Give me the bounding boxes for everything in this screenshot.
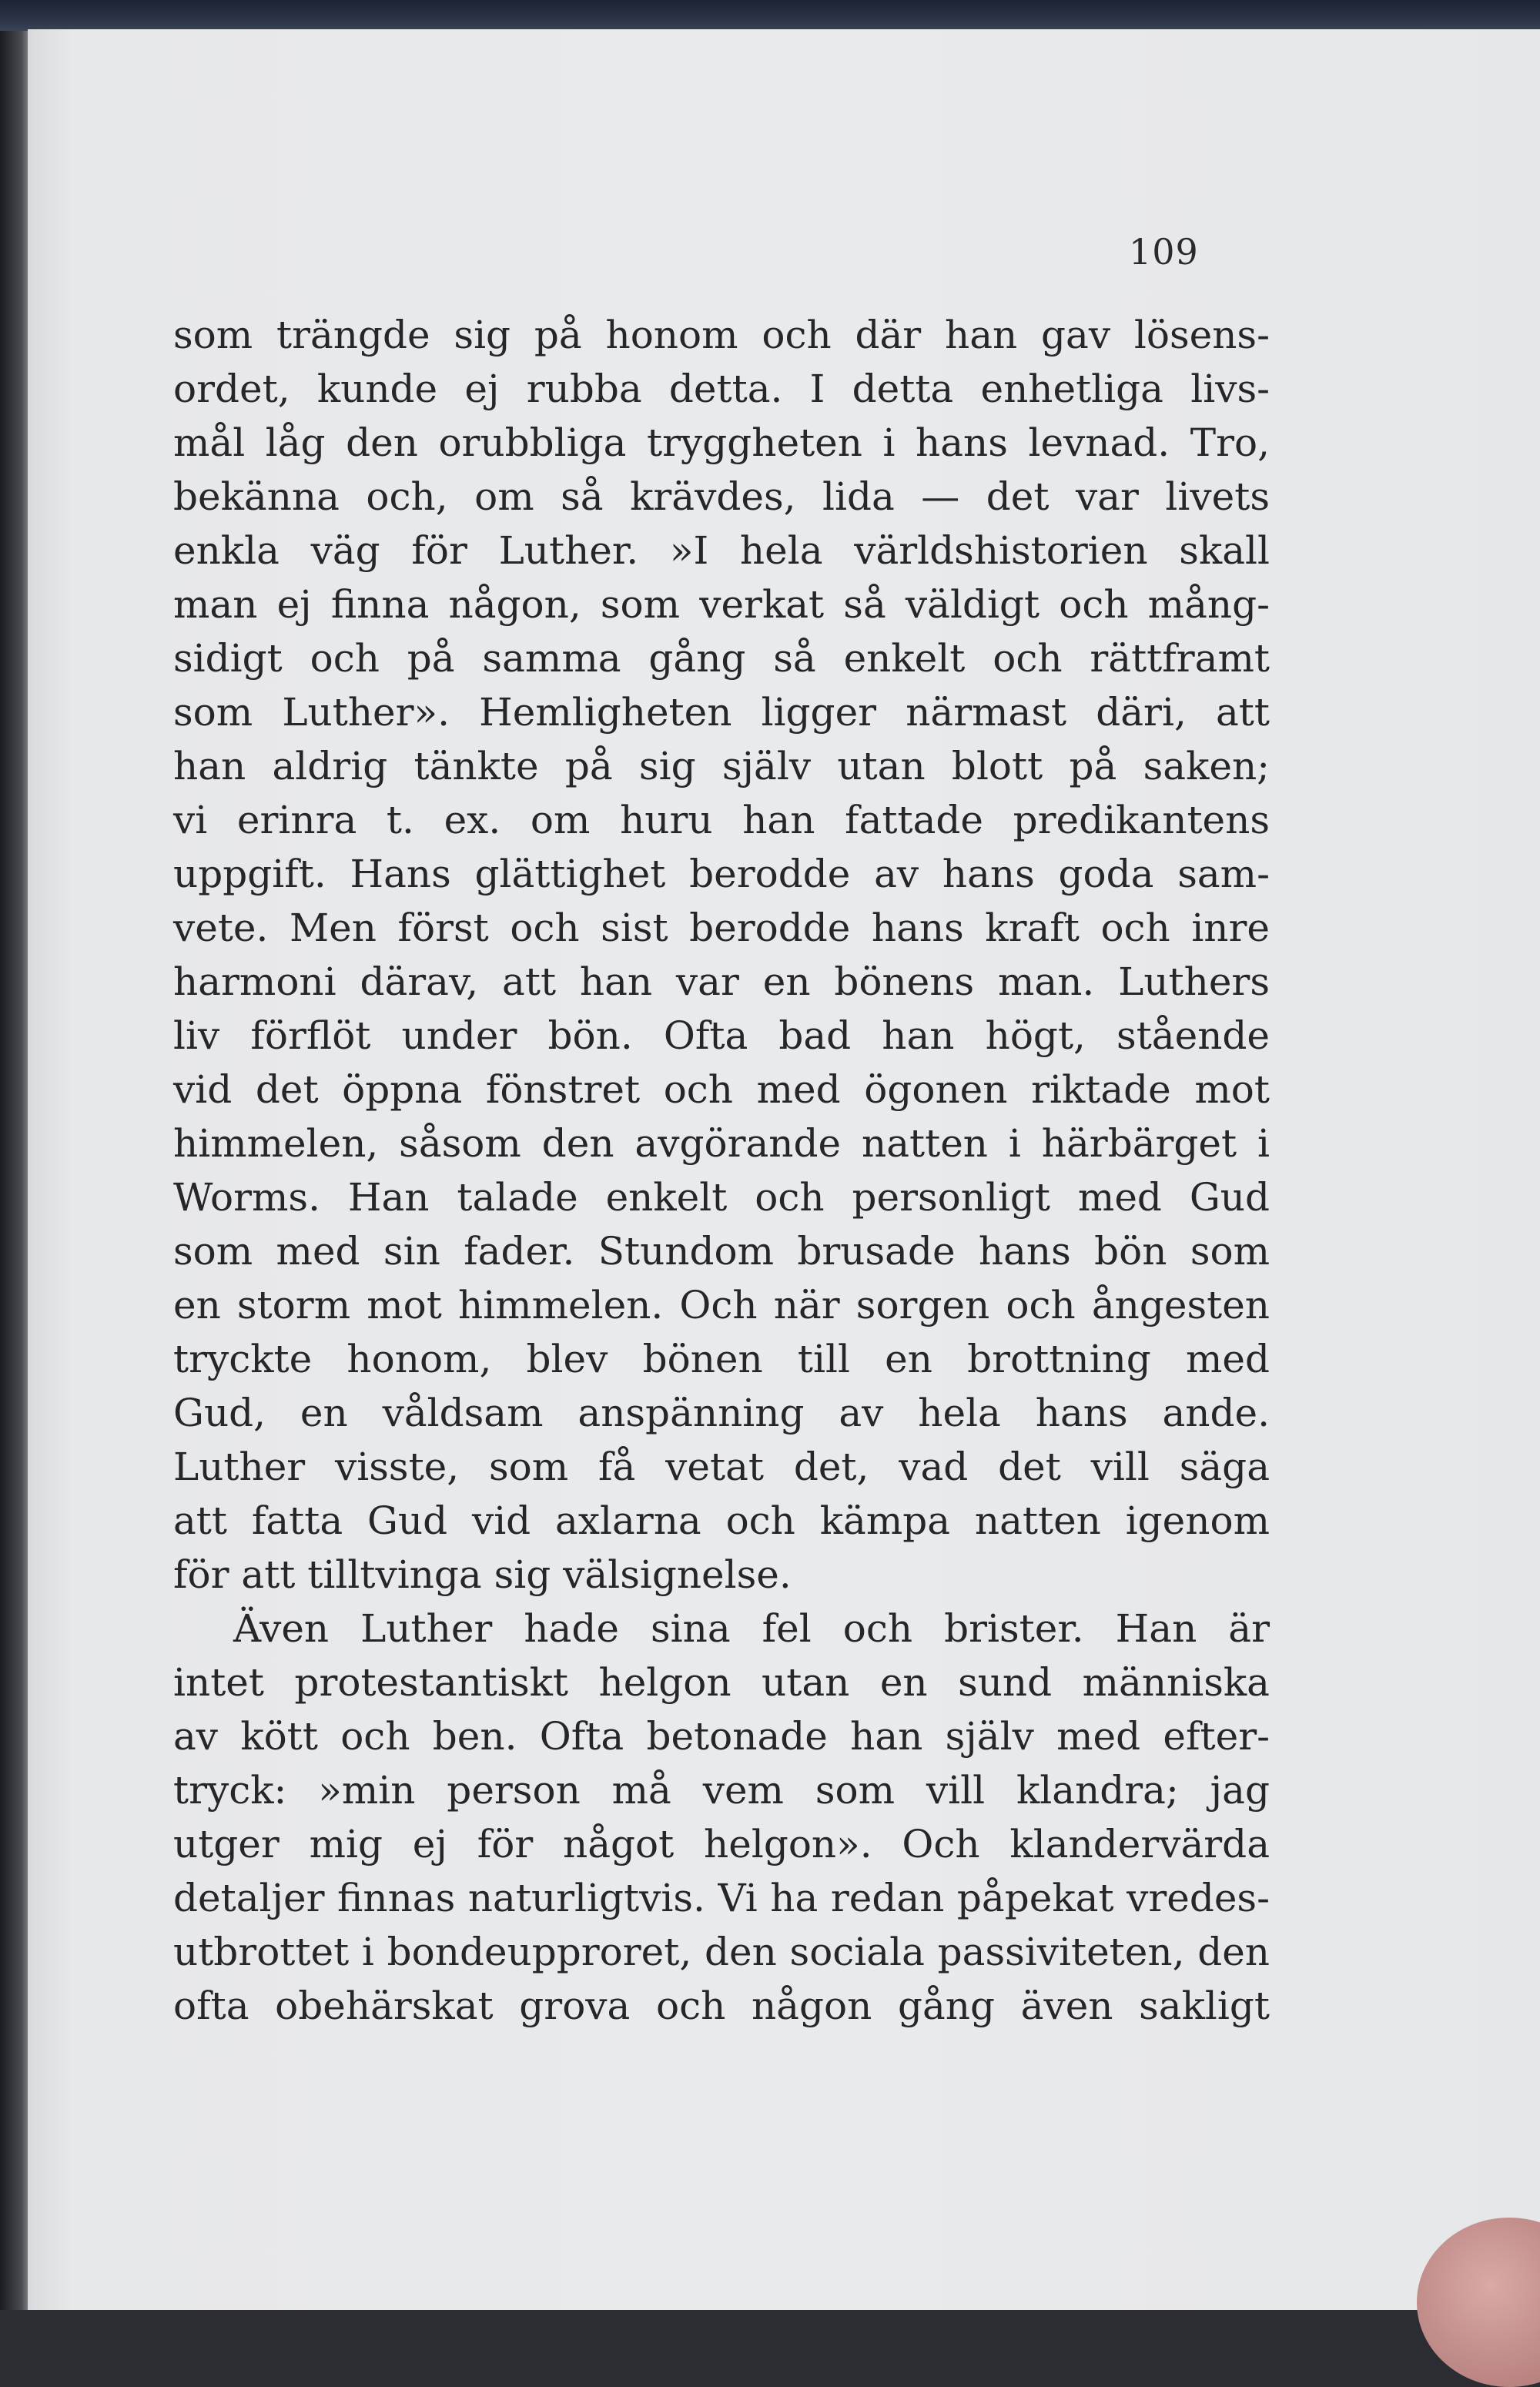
text-line: utbrottet i bondeupproret, den sociala passiviteten, den [173,1930,1270,1974]
text-line: utger mig ej för något helgon». Och klandervärda [173,1822,1270,1866]
text-line: sidigt och på samma gång så enkelt och rättframt [173,636,1270,681]
text-line: tryck: »min person må vem som vill klandra; jag [173,1768,1270,1813]
text-line: vete. Men först och sist berodde hans kraft och inre [173,906,1270,950]
text-line: man ej finna någon, som verkat så väldigt och mång- [173,582,1270,627]
text-line: han aldrig tänkte på sig själv utan blott på saken; [173,744,1270,788]
text-line: harmoni därav, att han var en bönens man. Luthers [173,959,1270,1004]
text-line: som med sin fader. Stundom brusade hans bön som [173,1229,1270,1274]
text-line: Även Luther hade sina fel och brister. Han är [233,1606,1270,1651]
text-line: Gud, en våldsam anspänning av hela hans ande. [173,1391,1270,1435]
text-line: av kött och ben. Ofta betonade han själv med efter- [173,1714,1270,1759]
text-line: en storm mot himmelen. Och när sorgen och ångesten [173,1283,1270,1327]
text-line: liv förflöt under bön. Ofta bad han högt, stående [173,1013,1270,1058]
text-line: intet protestantiskt helgon utan en sund människa [173,1660,1270,1705]
page-text [173,308,1270,2033]
text-line: ordet, kunde ej rubba detta. I detta enhetliga livs- [173,367,1270,411]
text-line: Luther visste, som få vetat det, vad det vill säga [173,1445,1270,1489]
book-spine-shadow [0,31,31,2310]
text-line: som Luther». Hemligheten ligger närmast däri, att [173,690,1270,735]
text-line: vi erinra t. ex. om huru han fattade predikantens [173,798,1270,842]
text-line: som trängde sig på honom och där han gav lösens- [173,313,1270,357]
text-line: Worms. Han talade enkelt och personligt med Gud [173,1175,1270,1220]
text-line: detaljer finnas naturligtvis. Vi ha redan påpekat vredes- [173,1876,1270,1920]
text-line: ofta obehärskat grova och någon gång även sakligt [173,1984,1270,2028]
text-line: för att tilltvinga sig välsignelse. [173,1552,792,1597]
text-line: bekänna och, om så krävdes, lida — det var livets [173,474,1270,519]
page-number: 109 [1129,231,1199,273]
text-line: mål låg den orubbliga tryggheten i hans levnad. Tro, [173,420,1270,465]
text-line: tryckte honom, blev bönen till en brottning med [173,1337,1270,1381]
text-line: att fatta Gud vid axlarna och kämpa natten igenom [173,1498,1270,1543]
text-line: vid det öppna fönstret och med ögonen riktade mot [173,1067,1270,1112]
book-page [28,29,1540,2310]
text-line: enkla väg för Luther. »I hela världshistorien skall [173,528,1270,573]
book-cover-edge [0,0,1540,31]
text-line: himmelen, såsom den avgörande natten i härbärget i [173,1121,1270,1166]
text-line: uppgift. Hans glättighet berodde av hans goda sam- [173,852,1270,896]
